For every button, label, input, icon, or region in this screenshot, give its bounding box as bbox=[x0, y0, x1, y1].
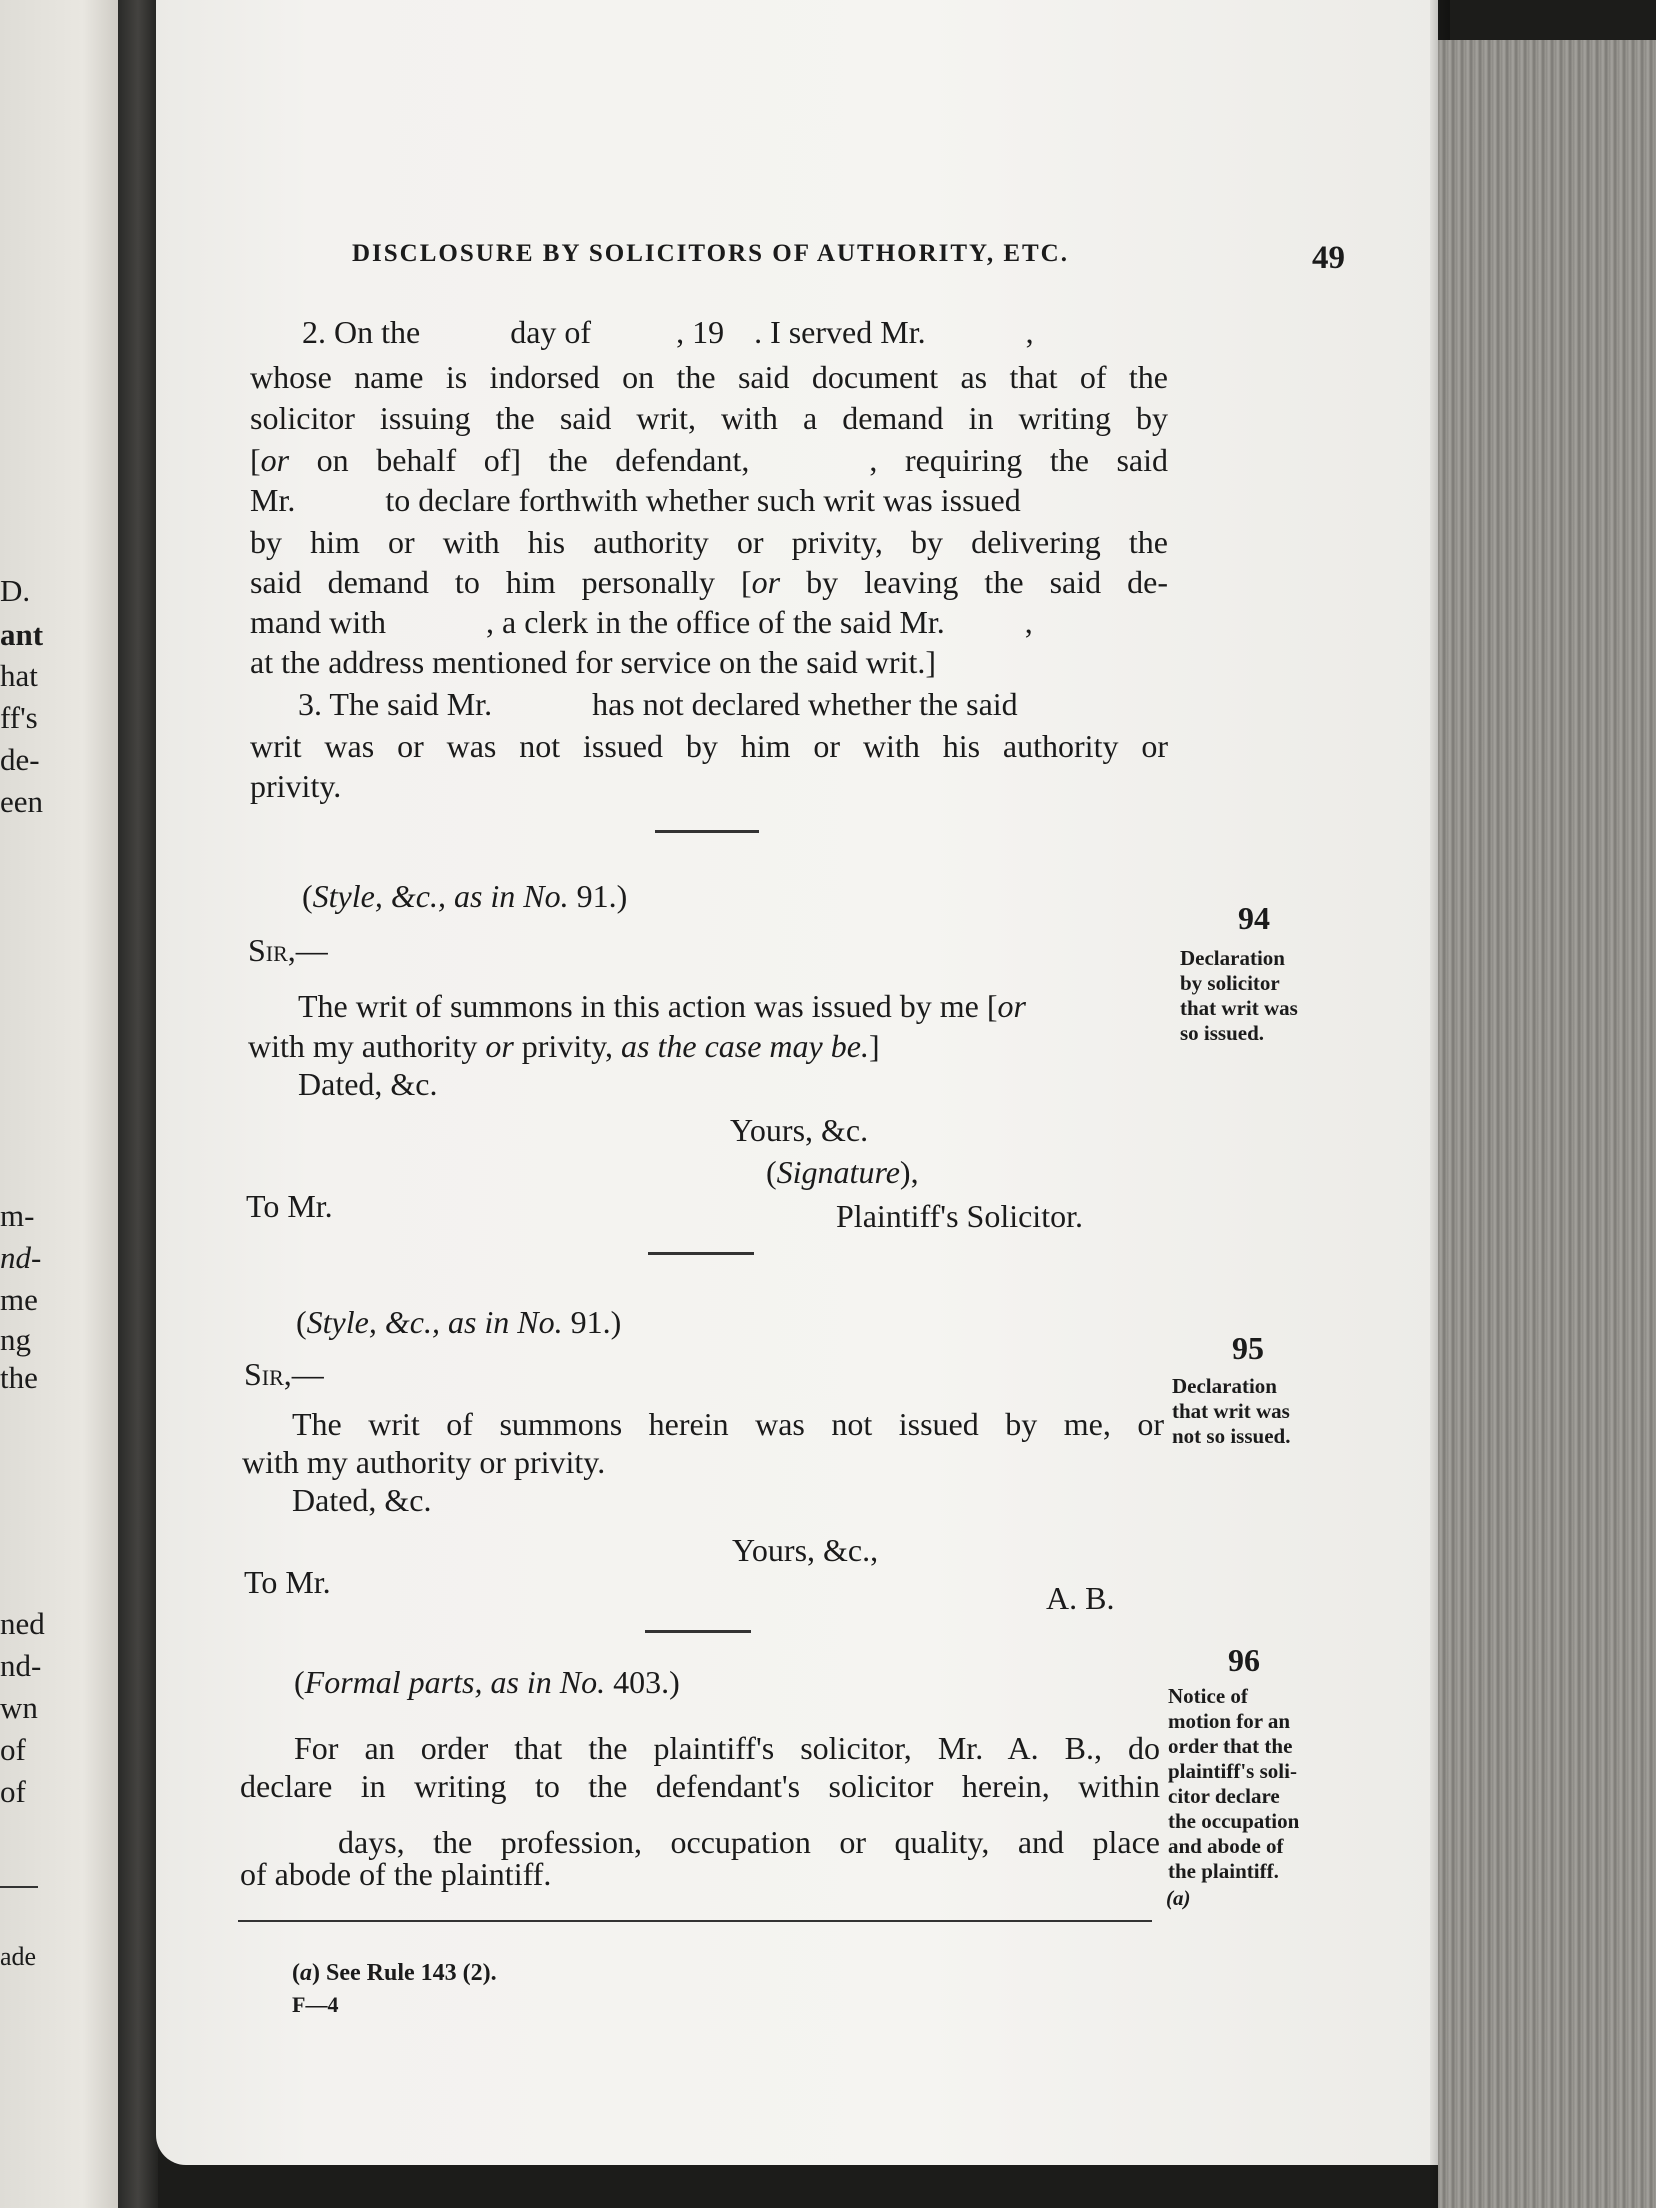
style-ref: (Style, &c., as in No. 91.) bbox=[302, 878, 628, 914]
text-line: 2. On the day of , 19 . I served Mr. , bbox=[302, 314, 1034, 350]
style-ref: (Style, &c., as in No. 91.) bbox=[296, 1304, 622, 1340]
text-line: by him or with his authority or privity, by delivering the bbox=[250, 524, 1168, 560]
left-fragment: nd- bbox=[0, 1240, 42, 1275]
formal-ref: (Formal parts, as in No. 403.) bbox=[294, 1664, 680, 1700]
signature-mark: F—4 bbox=[292, 1992, 339, 2017]
page-number: 49 bbox=[1312, 240, 1345, 276]
section-rule bbox=[655, 830, 759, 833]
left-fragment: wn bbox=[0, 1690, 38, 1725]
book-page-edges bbox=[1438, 40, 1656, 2208]
closing: Yours, &c., bbox=[732, 1532, 879, 1568]
signature: (Signature), bbox=[766, 1154, 919, 1190]
addressee: To Mr. bbox=[246, 1188, 333, 1224]
footnote-rule bbox=[238, 1920, 1152, 1922]
text-line: with my authority or privity, as the case may be.] bbox=[248, 1028, 880, 1064]
book-gutter bbox=[118, 0, 158, 2208]
text-line: declare in writing to the defendant's solicitor herein, within bbox=[240, 1768, 1160, 1804]
left-fragment: D. bbox=[0, 573, 31, 608]
left-fragment: ff's bbox=[0, 700, 38, 735]
left-rule bbox=[0, 1886, 38, 1888]
text-line: writ was or was not issued by him or with his authority or bbox=[250, 728, 1168, 764]
signature: A. B. bbox=[1046, 1580, 1115, 1616]
left-fragment: of bbox=[0, 1774, 26, 1809]
text-line: Mr. to declare forthwith whether such writ was issued bbox=[250, 482, 1021, 518]
dated-line: Dated, &c. bbox=[292, 1482, 432, 1518]
side-note: Notice of motion for an order that the plaintiff's soli- citor declare the occupation and abode of the plaintiff. bbox=[1168, 1684, 1300, 1883]
salutation: Sir,— bbox=[248, 932, 328, 968]
left-fragment: ned bbox=[0, 1606, 45, 1641]
left-fragment: me bbox=[0, 1282, 38, 1317]
side-note: Declaration that writ was not so issued. bbox=[1172, 1374, 1291, 1448]
text-line: solicitor issuing the said writ, with a demand in writing by bbox=[250, 400, 1168, 436]
left-fragment: of bbox=[0, 1732, 26, 1767]
text-line: at the address mentioned for service on the said writ.] bbox=[250, 644, 936, 680]
salutation: Sir,— bbox=[244, 1356, 324, 1392]
dated-line: Dated, &c. bbox=[298, 1066, 438, 1102]
left-fragment: hat bbox=[0, 658, 38, 693]
left-fragment: the bbox=[0, 1360, 38, 1395]
text-line: For an order that the plaintiff's solicitor, Mr. A. B., do bbox=[294, 1730, 1160, 1766]
text-line: privity. bbox=[250, 768, 342, 804]
text-line: The writ of summons herein was not issued by me, or bbox=[292, 1406, 1164, 1442]
text-line: 3. The said Mr. has not declared whether the said bbox=[298, 686, 1018, 722]
left-fragment: de- bbox=[0, 742, 40, 777]
left-fragment: nd- bbox=[0, 1648, 42, 1683]
text-line: with my authority or privity. bbox=[242, 1444, 606, 1480]
section-number: 94 bbox=[1238, 900, 1270, 936]
text-line: said demand to him personally [or by leaving the said de- bbox=[250, 564, 1169, 600]
left-page bbox=[0, 0, 118, 2208]
left-fragment: een bbox=[0, 784, 44, 819]
left-fragment: ant bbox=[0, 617, 44, 652]
left-fragment: ng bbox=[0, 1322, 31, 1357]
text-line: whose name is indorsed on the said document as that of the bbox=[250, 359, 1168, 395]
text-line: mand with , a clerk in the office of the said Mr. , bbox=[250, 604, 1033, 640]
text-line: [or on behalf of] the defendant, , requiring the said bbox=[250, 442, 1169, 478]
left-fragment: m- bbox=[0, 1198, 35, 1233]
running-header: DISCLOSURE BY SOLICITORS OF AUTHORITY, ETC. bbox=[352, 240, 1069, 267]
side-note-ref: (a) bbox=[1166, 1886, 1191, 1910]
footnote: (a) See Rule 143 (2). bbox=[292, 1960, 497, 1986]
section-rule bbox=[648, 1252, 754, 1255]
closing: Yours, &c. bbox=[730, 1112, 869, 1148]
text-line: of abode of the plaintiff. bbox=[240, 1856, 552, 1892]
text-line: days, the profession, occupation or quality, and place bbox=[338, 1824, 1160, 1860]
section-number: 95 bbox=[1232, 1330, 1264, 1366]
left-fragment: ade bbox=[0, 1942, 37, 1971]
section-rule bbox=[645, 1630, 751, 1633]
section-number: 96 bbox=[1228, 1642, 1260, 1678]
role: Plaintiff's Solicitor. bbox=[836, 1198, 1083, 1234]
side-note: Declaration by solicitor that writ was so issued. bbox=[1180, 946, 1298, 1045]
addressee: To Mr. bbox=[244, 1564, 331, 1600]
text-line: The writ of summons in this action was issued by me [or bbox=[298, 988, 1026, 1024]
